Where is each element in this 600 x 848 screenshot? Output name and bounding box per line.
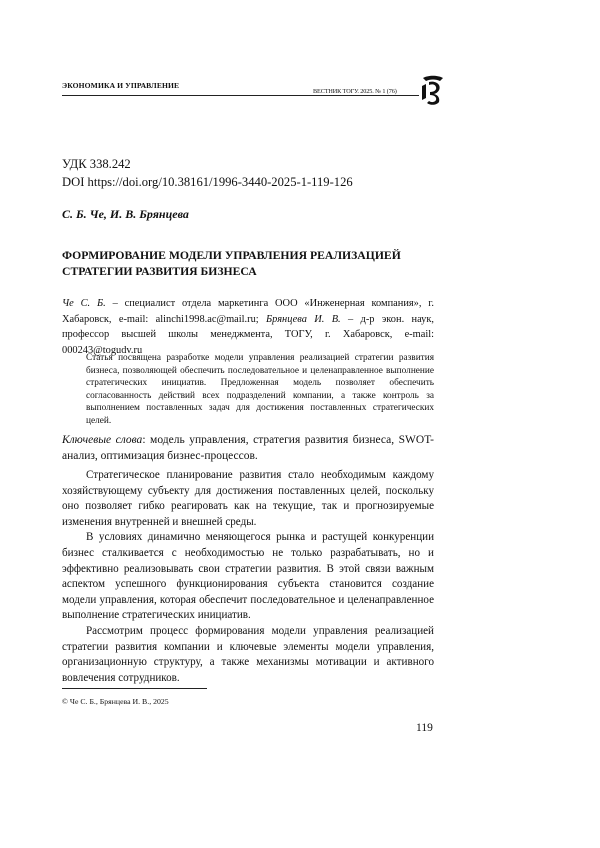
keywords: [62, 433, 434, 465]
author1-details: – специалист отдела маркетинга ООО «Инженерная компания», г. Хабаровск, e-mail: alinchi1998.ac@mail.ru;: [62, 298, 434, 325]
header-divider: [62, 95, 419, 96]
keywords-text: : модель управления, стратегия развития бизнеса, SWOT-анализ, оптимизация бизнес-процессов.: [62, 434, 435, 462]
author1-name: Че С. Б.: [62, 298, 106, 309]
section-title: ЭКОНОМИКА И УПРАВЛЕНИЕ: [62, 81, 180, 90]
article-authors: С. Б. Че, И. В. Брянцева: [62, 207, 189, 221]
journal-issue: ВЕСТНИК ТОГУ. 2025. № 1 (76): [313, 88, 397, 95]
keywords-label: Ключевые слова: [62, 434, 143, 446]
udk-code: УДК 338.242: [62, 157, 131, 171]
page-number: 119: [416, 722, 433, 734]
article-title: ФОРМИРОВАНИЕ МОДЕЛИ УПРАВЛЕНИЯ РЕАЛИЗАЦИЕЙ СТРАТЕГИИ РАЗВИТИЯ БИЗНЕСА: [62, 249, 401, 278]
abstract: Статья посвящена разработке модели управления реализацией стратегии развития бизнеса, позволяющей обеспечить последовательное и целенаправленное выполнение стратегических инициатив. Предложенная модель позволяет обеспечить согласованность действий всех подразделений компании, а также контроль за выполнением поставленных задач для достижения поставленных стратегических целей.: [86, 353, 434, 426]
body-paragraph-2: В условиях динамично меняющегося рынка и растущей конкуренции бизнес сталкивается с необходимостью не только разрабатывать, но и эффективно реализовывать свои стратегии развития. В этой связи важным аспектом успешного функционирования субъекта становится создание модели управления, которая обеспечит последовательное и целенаправленное выполнение стратегических инициатив.: [62, 531, 434, 622]
article-body: [62, 468, 434, 686]
togu-logo-icon: [420, 74, 446, 106]
author2-details: – д-р экон. наук, профессор высшей школы менеджмента, ТОГУ, г. Хабаровск, e-mail: 000243@togudv.ru: [62, 313, 434, 356]
doi-link[interactable]: DOI https://doi.org/10.38161/1996-3440-2025-1-119-126: [62, 175, 353, 189]
body-paragraph-1: Стратегическое планирование развития стало необходимым каждому хозяйствующему субъекту для достижения поставленных целей, поскольку оно позволяет гибко реагировать как на текущие, так и прогнозируемые изменения внутренней и внешней среды.: [62, 469, 434, 528]
author2-name: Брянцева И. В.: [266, 313, 341, 325]
udk-doi-block: [62, 155, 353, 191]
author-affiliations: [62, 296, 434, 358]
footnote-divider: [62, 688, 207, 689]
body-paragraph-3: Рассмотрим процесс формирования модели управления реализацией стратегии развития компании и ключевые элементы модели управления, организационную структуру, а также механизмы мотивации и активного вовлечения сотрудников.: [62, 624, 434, 684]
copyright-footnote: © Че С. Б., Брянцева И. В., 2025: [62, 697, 169, 706]
